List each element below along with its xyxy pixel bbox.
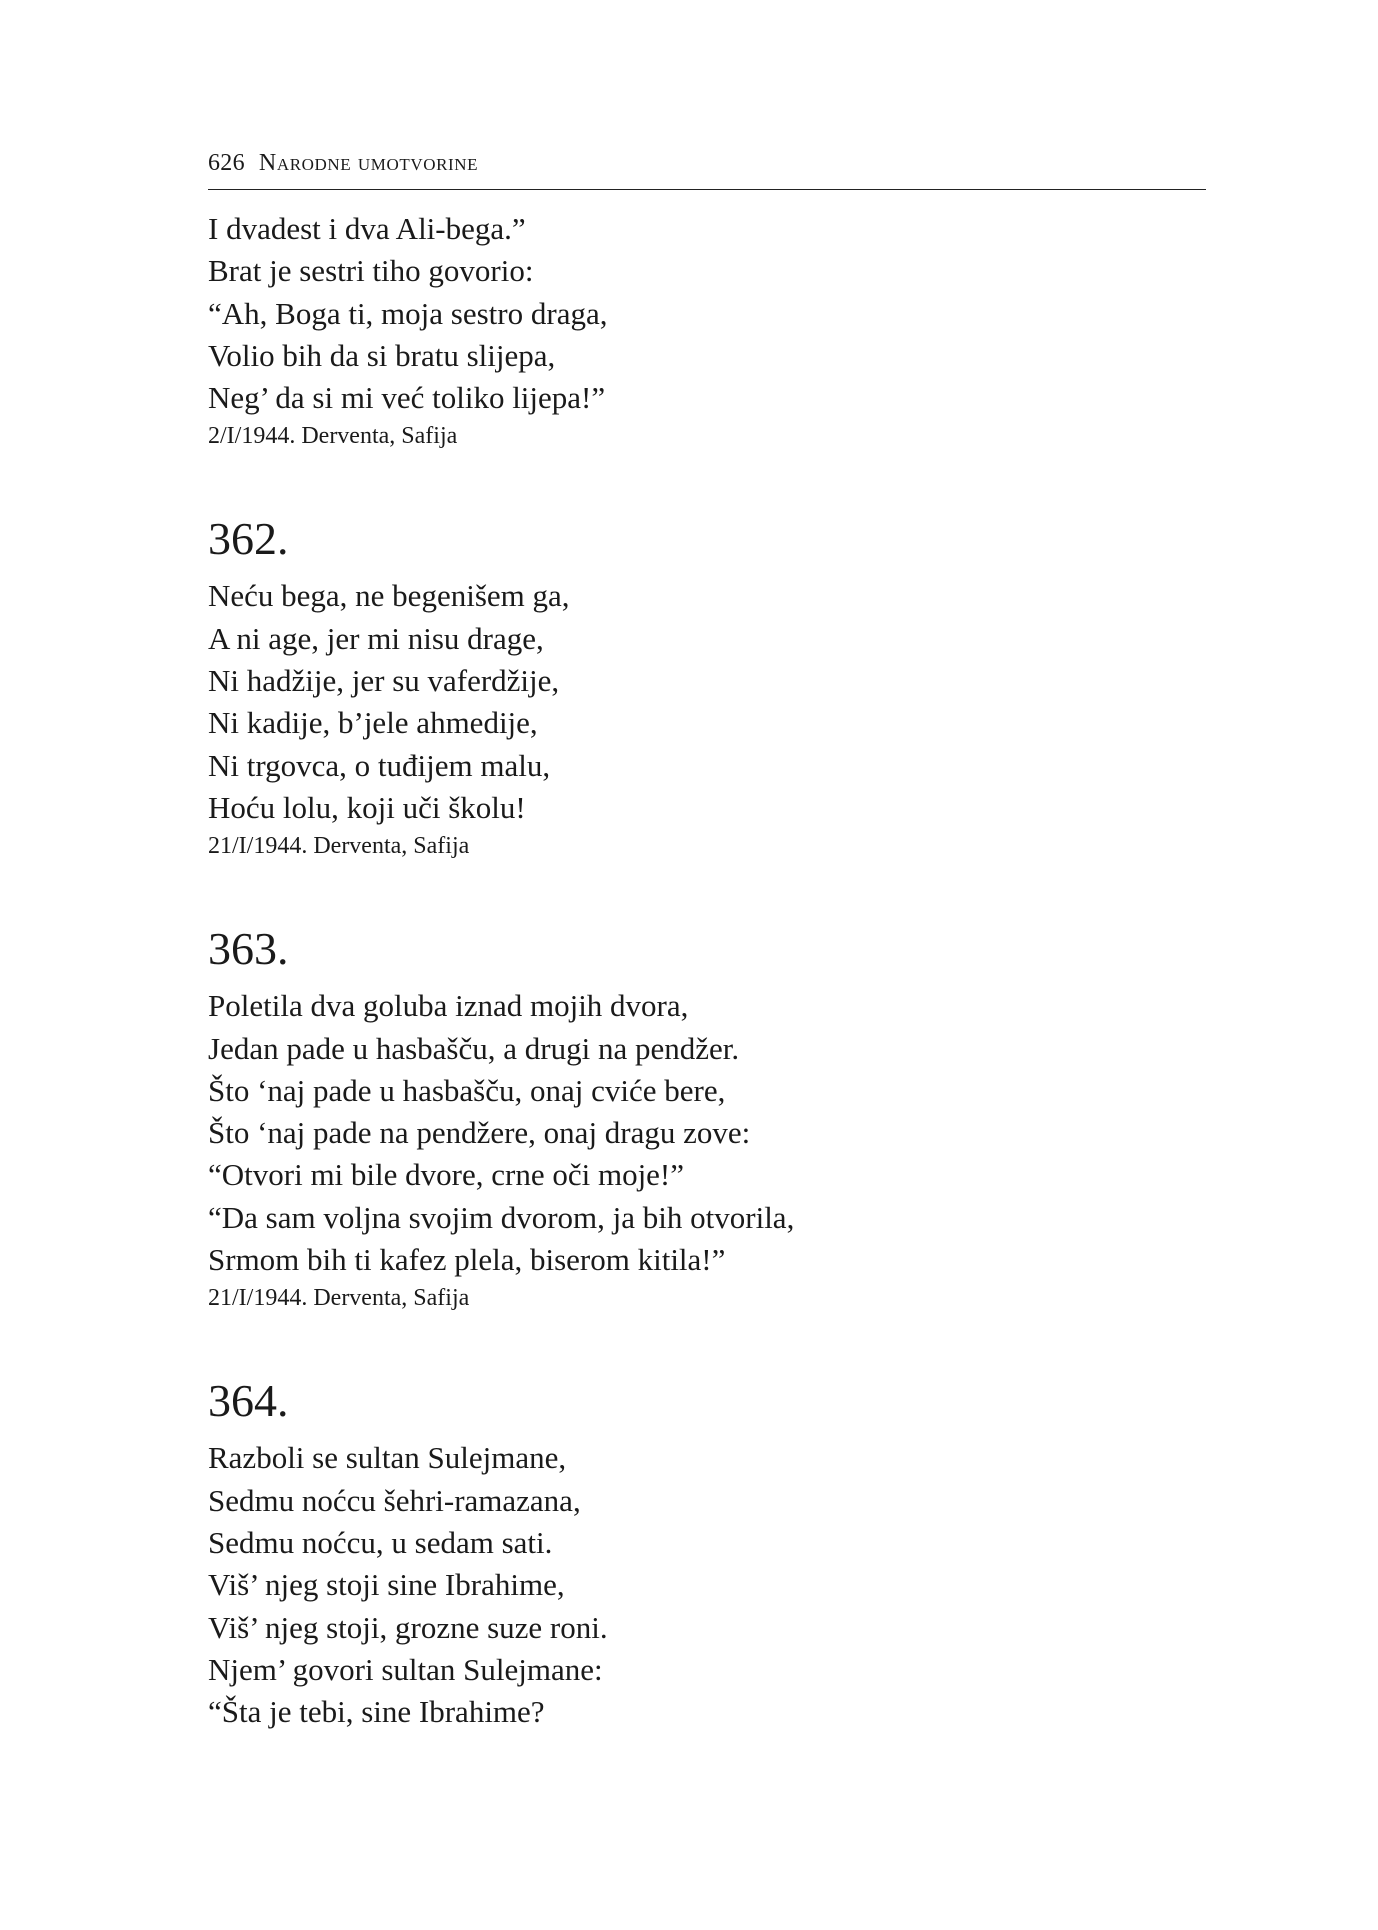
verse-line: Sedmu noćcu šehri-ramazana, <box>208 1482 581 1518</box>
verse-line: Ni kadije, b’jele ahmedije, <box>208 705 538 741</box>
poem-number: 362. <box>208 513 289 565</box>
verse-line: Neću bega, ne begenišem ga, <box>208 578 570 614</box>
page-content <box>208 208 1206 1733</box>
poem-363 <box>208 919 1206 1315</box>
verse-line: A ni age, jer mi nisu drage, <box>208 620 544 656</box>
source-note: 2/I/1944. Derventa, Safija <box>208 423 458 450</box>
verse-line: Hoću lolu, koji uči školu! <box>208 789 526 825</box>
source-note: 21/I/1944. Derventa, Safija <box>208 1285 470 1312</box>
verse-line: Ni trgovca, o tuđijem malu, <box>208 747 551 783</box>
verse-line: Volio bih da si bratu slijepa, <box>208 337 556 373</box>
poem-continuation <box>208 208 1206 453</box>
verse-line: Ni hadžije, jer su vaferdžije, <box>208 663 560 699</box>
verse-line: “Otvori mi bile dvore, crne oči moje!” <box>208 1157 685 1193</box>
poem-364 <box>208 1371 1206 1733</box>
verse-line: Brat je sestri tiho govorio: <box>208 253 534 289</box>
verse-line: Srmom bih ti kafez plela, biserom kitila!” <box>208 1242 726 1278</box>
verse-line: Njem’ govori sultan Sulejmane: <box>208 1651 603 1687</box>
book-title: Narodne umotvorine <box>258 150 479 176</box>
verse-line: I dvadest i dva Ali-bega.” <box>208 211 526 246</box>
poem-number: 363. <box>208 923 289 975</box>
poem-number: 364. <box>208 1375 289 1427</box>
verse-line: Razboli se sultan Sulejmane, <box>208 1440 567 1476</box>
verse-line: Viš’ njeg stoji sine Ibrahime, <box>208 1567 565 1603</box>
page-number: 626 <box>208 150 245 176</box>
verse-line: Što ‘naj pade u hasbašču, onaj cviće bere, <box>208 1072 726 1108</box>
verse-line: Viš’ njeg stoji, grozne suze roni. <box>208 1609 608 1645</box>
verse-line: Sedmu noćcu, u sedam sati. <box>208 1524 553 1560</box>
source-note: 21/I/1944. Derventa, Safija <box>208 833 470 860</box>
verse-line: Neg’ da si mi već toliko lijepa!” <box>208 380 606 416</box>
verse-line: Što ‘naj pade na pendžere, onaj dragu zove: <box>208 1115 751 1151</box>
poem-362 <box>208 509 1206 863</box>
verse-line: “Da sam voljna svojim dvorom, ja bih otvorila, <box>208 1199 795 1235</box>
verse-line: Jedan pade u hasbašču, a drugi na pendžer. <box>208 1030 740 1066</box>
verse-line: Poletila dva goluba iznad mojih dvora, <box>208 988 689 1024</box>
verse-line: “Ah, Boga ti, moja sestro draga, <box>208 295 608 331</box>
verse-line: “Šta je tebi, sine Ibrahime? <box>208 1694 545 1730</box>
running-header <box>208 150 1206 190</box>
